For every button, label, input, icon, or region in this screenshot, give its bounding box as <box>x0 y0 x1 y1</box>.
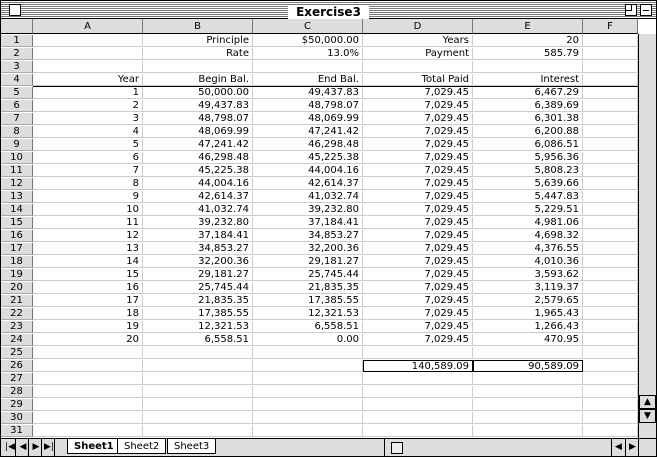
table-cell[interactable] <box>473 61 583 73</box>
row-header[interactable]: 8 <box>1 126 33 138</box>
column-header-e[interactable]: E <box>473 19 583 34</box>
table-cell[interactable]: 11 <box>33 217 143 229</box>
last-sheet-icon[interactable]: ▶| <box>44 439 55 456</box>
table-cell[interactable]: 7,029.45 <box>363 191 473 203</box>
scroll-down-icon[interactable]: ▼ <box>639 409 656 423</box>
table-cell[interactable]: 9 <box>33 191 143 203</box>
table-cell[interactable]: 7,029.45 <box>363 321 473 333</box>
table-cell[interactable]: 5,639.66 <box>473 178 583 190</box>
table-cell[interactable] <box>33 35 143 47</box>
next-sheet-icon[interactable]: ▶ <box>31 439 42 456</box>
table-cell[interactable] <box>253 412 363 424</box>
table-cell[interactable] <box>583 204 638 216</box>
table-cell[interactable] <box>143 399 253 411</box>
table-cell[interactable] <box>143 425 253 437</box>
table-cell[interactable]: 41,032.74 <box>143 204 253 216</box>
row-header[interactable]: 2 <box>1 48 33 60</box>
table-cell[interactable] <box>583 373 638 385</box>
table-cell[interactable] <box>583 139 638 151</box>
table-cell[interactable] <box>363 412 473 424</box>
table-cell[interactable]: 6,301.38 <box>473 113 583 125</box>
table-cell[interactable] <box>253 386 363 398</box>
table-cell[interactable]: 46,298.48 <box>253 139 363 151</box>
table-cell[interactable] <box>143 347 253 359</box>
table-cell[interactable]: 46,298.48 <box>143 152 253 164</box>
row-header[interactable]: 31 <box>1 425 33 437</box>
table-cell[interactable] <box>363 61 473 73</box>
table-cell[interactable]: 7 <box>33 165 143 177</box>
table-cell[interactable]: 20 <box>33 334 143 346</box>
table-cell[interactable]: 585.79 <box>473 48 583 60</box>
table-cell[interactable]: Year <box>33 74 143 86</box>
row-header[interactable]: 15 <box>1 217 33 229</box>
table-cell[interactable]: 50,000.00 <box>143 87 253 99</box>
table-cell[interactable]: 42,614.37 <box>143 191 253 203</box>
table-cell[interactable] <box>143 412 253 424</box>
table-cell[interactable]: End Bal. <box>253 74 363 86</box>
table-cell[interactable] <box>583 87 638 99</box>
table-cell[interactable]: 470.95 <box>473 334 583 346</box>
header-divider <box>33 86 639 87</box>
table-cell[interactable]: 29,181.27 <box>143 269 253 281</box>
horizontal-scroll-thumb[interactable] <box>391 442 403 454</box>
prev-sheet-icon[interactable]: ◀ <box>18 439 29 456</box>
table-cell[interactable]: 3,119.37 <box>473 282 583 294</box>
table-cell[interactable]: 1,266.43 <box>473 321 583 333</box>
row-header[interactable]: 18 <box>1 256 33 268</box>
table-cell[interactable] <box>583 74 638 86</box>
table-cell[interactable]: 21,835.35 <box>143 295 253 307</box>
first-sheet-icon[interactable]: |◀ <box>5 439 16 456</box>
row-header[interactable]: 20 <box>1 282 33 294</box>
table-cell[interactable]: 7,029.45 <box>363 178 473 190</box>
table-cell[interactable]: Total Paid <box>363 74 473 86</box>
table-cell[interactable] <box>253 425 363 437</box>
table-cell[interactable]: 34,853.27 <box>143 243 253 255</box>
table-cell[interactable]: 7,029.45 <box>363 204 473 216</box>
table-cell[interactable]: 7,029.45 <box>363 256 473 268</box>
row-header[interactable]: 13 <box>1 191 33 203</box>
grow-box-icon[interactable] <box>638 438 656 456</box>
table-cell[interactable] <box>33 347 143 359</box>
table-cell[interactable]: 16 <box>33 282 143 294</box>
table-cell[interactable]: 6,558.51 <box>143 334 253 346</box>
table-cell[interactable] <box>583 191 638 203</box>
vertical-scrollbar[interactable] <box>638 34 656 438</box>
table-cell[interactable] <box>143 386 253 398</box>
row-header[interactable]: 25 <box>1 347 33 359</box>
table-cell[interactable]: 3,593.62 <box>473 269 583 281</box>
table-cell[interactable] <box>143 373 253 385</box>
row-header[interactable]: 3 <box>1 61 33 73</box>
table-cell[interactable]: 5,447.83 <box>473 191 583 203</box>
table-cell[interactable]: Interest <box>473 74 583 86</box>
column-header-a[interactable]: A <box>33 19 143 34</box>
row-header[interactable]: 7 <box>1 113 33 125</box>
table-cell[interactable]: 44,004.16 <box>253 165 363 177</box>
table-cell[interactable] <box>473 412 583 424</box>
table-cell[interactable] <box>33 386 143 398</box>
table-cell[interactable] <box>583 295 638 307</box>
table-cell[interactable] <box>583 165 638 177</box>
table-cell[interactable]: 6,086.51 <box>473 139 583 151</box>
row-header[interactable]: 9 <box>1 139 33 151</box>
table-cell[interactable] <box>583 269 638 281</box>
table-cell[interactable]: 41,032.74 <box>253 191 363 203</box>
column-header-f[interactable]: F <box>583 19 638 34</box>
collapse-box-icon[interactable] <box>640 4 652 16</box>
table-cell[interactable]: 32,200.36 <box>253 243 363 255</box>
table-cell[interactable] <box>583 243 638 255</box>
table-cell[interactable]: 5 <box>33 139 143 151</box>
table-cell[interactable]: 4,010.36 <box>473 256 583 268</box>
table-cell[interactable] <box>583 178 638 190</box>
table-cell[interactable]: 13 <box>33 243 143 255</box>
scroll-left-icon[interactable]: ◀ <box>611 439 625 456</box>
row-header[interactable]: 19 <box>1 269 33 281</box>
table-cell[interactable] <box>583 360 638 372</box>
table-cell[interactable]: 42,614.37 <box>253 178 363 190</box>
table-cell[interactable]: 48,069.99 <box>253 113 363 125</box>
table-cell[interactable]: 49,437.83 <box>143 100 253 112</box>
table-cell[interactable] <box>253 347 363 359</box>
table-cell[interactable] <box>583 35 638 47</box>
table-cell[interactable]: 8 <box>33 178 143 190</box>
row-header[interactable]: 21 <box>1 295 33 307</box>
table-cell[interactable]: 7,029.45 <box>363 334 473 346</box>
row-header[interactable]: 5 <box>1 87 33 99</box>
scroll-right-icon[interactable]: ▶ <box>625 439 639 456</box>
table-cell[interactable]: 7,029.45 <box>363 152 473 164</box>
table-cell[interactable]: 25,745.44 <box>143 282 253 294</box>
table-cell[interactable]: 48,069.99 <box>143 126 253 138</box>
table-cell[interactable]: 17,385.55 <box>253 295 363 307</box>
table-cell[interactable]: $50,000.00 <box>253 35 363 47</box>
table-cell[interactable] <box>583 386 638 398</box>
table-cell[interactable] <box>143 61 253 73</box>
table-cell[interactable]: 44,004.16 <box>143 178 253 190</box>
table-cell[interactable]: 48,798.07 <box>253 100 363 112</box>
table-cell[interactable]: 6,558.51 <box>253 321 363 333</box>
table-cell[interactable] <box>583 321 638 333</box>
row-header[interactable]: 23 <box>1 321 33 333</box>
table-cell[interactable]: 21,835.35 <box>253 282 363 294</box>
table-cell[interactable]: 37,184.41 <box>253 217 363 229</box>
table-cell[interactable]: 7,029.45 <box>363 87 473 99</box>
table-cell[interactable]: 49,437.83 <box>253 87 363 99</box>
table-cell[interactable]: 6 <box>33 152 143 164</box>
sheet-tab-bar <box>1 438 638 456</box>
table-cell[interactable]: 5,808.23 <box>473 165 583 177</box>
table-cell[interactable] <box>33 61 143 73</box>
table-cell[interactable]: 7,029.45 <box>363 113 473 125</box>
table-cell[interactable]: 47,241.42 <box>253 126 363 138</box>
table-cell[interactable]: 47,241.42 <box>143 139 253 151</box>
table-cell[interactable]: 37,184.41 <box>143 230 253 242</box>
table-cell[interactable] <box>583 334 638 346</box>
row-header[interactable]: 16 <box>1 230 33 242</box>
table-cell[interactable] <box>253 61 363 73</box>
table-cell[interactable]: 7,029.45 <box>363 295 473 307</box>
table-cell[interactable] <box>583 347 638 359</box>
row-header[interactable]: 11 <box>1 165 33 177</box>
row-header[interactable]: 10 <box>1 152 33 164</box>
zoom-box-icon[interactable] <box>625 4 637 16</box>
table-cell[interactable] <box>33 48 143 60</box>
table-cell[interactable] <box>473 425 583 437</box>
table-cell[interactable]: 7,029.45 <box>363 282 473 294</box>
table-cell[interactable] <box>253 399 363 411</box>
table-cell[interactable]: 17 <box>33 295 143 307</box>
table-cell[interactable] <box>583 217 638 229</box>
table-cell[interactable]: 39,232.80 <box>143 217 253 229</box>
table-cell[interactable] <box>473 373 583 385</box>
table-cell[interactable]: Rate <box>143 48 253 60</box>
table-cell[interactable] <box>583 61 638 73</box>
table-cell[interactable]: 2 <box>33 100 143 112</box>
table-cell[interactable]: 6,200.88 <box>473 126 583 138</box>
table-cell[interactable]: 32,200.36 <box>143 256 253 268</box>
table-cell[interactable] <box>583 113 638 125</box>
table-cell[interactable]: Years <box>363 35 473 47</box>
table-cell[interactable] <box>473 399 583 411</box>
row-header[interactable]: 27 <box>1 373 33 385</box>
table-cell[interactable] <box>583 48 638 60</box>
row-header[interactable]: 14 <box>1 204 33 216</box>
row-header[interactable]: 12 <box>1 178 33 190</box>
table-cell[interactable]: 7,029.45 <box>363 230 473 242</box>
table-cell[interactable] <box>583 100 638 112</box>
table-cell[interactable]: 7,029.45 <box>363 269 473 281</box>
table-cell[interactable]: 7,029.45 <box>363 217 473 229</box>
row-header[interactable]: 17 <box>1 243 33 255</box>
table-cell[interactable]: 4,981.06 <box>473 217 583 229</box>
row-header[interactable]: 29 <box>1 399 33 411</box>
table-cell[interactable] <box>363 386 473 398</box>
row-header[interactable]: 4 <box>1 74 33 86</box>
table-cell[interactable]: 12 <box>33 230 143 242</box>
table-cell[interactable]: 3 <box>33 113 143 125</box>
table-cell[interactable] <box>363 373 473 385</box>
table-cell[interactable]: 48,798.07 <box>143 113 253 125</box>
table-cell[interactable]: 17,385.55 <box>143 308 253 320</box>
row-header[interactable]: 1 <box>1 35 33 47</box>
table-cell[interactable]: 0.00 <box>253 334 363 346</box>
title-bar[interactable] <box>1 1 656 19</box>
table-cell[interactable]: 6,389.69 <box>473 100 583 112</box>
table-cell[interactable] <box>363 347 473 359</box>
table-cell[interactable]: 19 <box>33 321 143 333</box>
table-cell[interactable] <box>363 399 473 411</box>
table-cell[interactable]: 6,467.29 <box>473 87 583 99</box>
table-cell[interactable] <box>143 360 253 372</box>
table-cell[interactable] <box>583 230 638 242</box>
table-cell[interactable]: 4,698.32 <box>473 230 583 242</box>
table-cell[interactable]: 5,229.51 <box>473 204 583 216</box>
tab-sheet1[interactable]: Sheet1 <box>67 439 121 454</box>
row-header[interactable]: 26 <box>1 360 33 372</box>
table-cell[interactable] <box>33 360 143 372</box>
row-header[interactable]: 22 <box>1 308 33 320</box>
table-cell[interactable]: 90,589.09 <box>473 360 583 372</box>
table-cell[interactable] <box>33 373 143 385</box>
column-header-d[interactable]: D <box>363 19 473 34</box>
table-cell[interactable]: 10 <box>33 204 143 216</box>
table-cell[interactable]: 13.0% <box>253 48 363 60</box>
table-cell[interactable]: 140,589.09 <box>363 360 473 372</box>
select-all-corner[interactable] <box>1 19 33 34</box>
table-cell[interactable]: 2,579.65 <box>473 295 583 307</box>
table-cell[interactable]: 7,029.45 <box>363 100 473 112</box>
table-cell[interactable]: 15 <box>33 269 143 281</box>
table-cell[interactable]: 1,965.43 <box>473 308 583 320</box>
table-cell[interactable]: 1 <box>33 87 143 99</box>
table-cell[interactable] <box>33 399 143 411</box>
table-cell[interactable] <box>33 425 143 437</box>
table-cell[interactable] <box>583 256 638 268</box>
row-header[interactable]: 28 <box>1 386 33 398</box>
horizontal-scrollbar[interactable] <box>384 439 638 456</box>
table-cell[interactable]: 4,376.55 <box>473 243 583 255</box>
table-cell[interactable] <box>583 412 638 424</box>
tab-sheet2[interactable]: Sheet2 <box>117 439 166 454</box>
window-title-wrap <box>1 1 656 18</box>
table-cell[interactable]: 18 <box>33 308 143 320</box>
table-cell[interactable] <box>253 360 363 372</box>
table-cell[interactable]: 12,321.53 <box>253 308 363 320</box>
table-cell[interactable] <box>583 308 638 320</box>
table-cell[interactable]: 7,029.45 <box>363 139 473 151</box>
table-cell[interactable]: 25,745.44 <box>253 269 363 281</box>
column-header-c[interactable]: C <box>253 19 363 34</box>
table-cell[interactable] <box>583 126 638 138</box>
table-cell[interactable]: 45,225.38 <box>143 165 253 177</box>
table-cell[interactable] <box>473 386 583 398</box>
table-cell[interactable]: Principle <box>143 35 253 47</box>
table-cell[interactable]: 29,181.27 <box>253 256 363 268</box>
table-cell[interactable] <box>253 373 363 385</box>
table-cell[interactable]: 39,232.80 <box>253 204 363 216</box>
table-cell[interactable] <box>583 399 638 411</box>
column-header-b[interactable]: B <box>143 19 253 34</box>
table-cell[interactable] <box>363 425 473 437</box>
table-cell[interactable]: 45,225.38 <box>253 152 363 164</box>
scroll-up-icon[interactable]: ▲ <box>639 395 656 409</box>
table-cell[interactable] <box>583 152 638 164</box>
table-cell[interactable]: 12,321.53 <box>143 321 253 333</box>
row-header[interactable]: 30 <box>1 412 33 424</box>
table-cell[interactable] <box>33 412 143 424</box>
table-cell[interactable]: 14 <box>33 256 143 268</box>
table-cell[interactable]: 7,029.45 <box>363 126 473 138</box>
table-cell[interactable] <box>583 425 638 437</box>
table-cell[interactable]: 20 <box>473 35 583 47</box>
table-cell[interactable]: 7,029.45 <box>363 165 473 177</box>
table-cell[interactable] <box>473 347 583 359</box>
table-cell[interactable]: 4 <box>33 126 143 138</box>
row-header[interactable]: 24 <box>1 334 33 346</box>
table-cell[interactable] <box>583 282 638 294</box>
table-cell[interactable]: 7,029.45 <box>363 308 473 320</box>
table-cell[interactable]: 34,853.27 <box>253 230 363 242</box>
window-title: Exercise3 <box>288 5 369 19</box>
table-cell[interactable]: Begin Bal. <box>143 74 253 86</box>
tab-sheet3[interactable]: Sheet3 <box>167 439 216 454</box>
table-cell[interactable]: 5,956.36 <box>473 152 583 164</box>
row-header[interactable]: 6 <box>1 100 33 112</box>
table-cell[interactable]: 7,029.45 <box>363 243 473 255</box>
table-cell[interactable]: Payment <box>363 48 473 60</box>
